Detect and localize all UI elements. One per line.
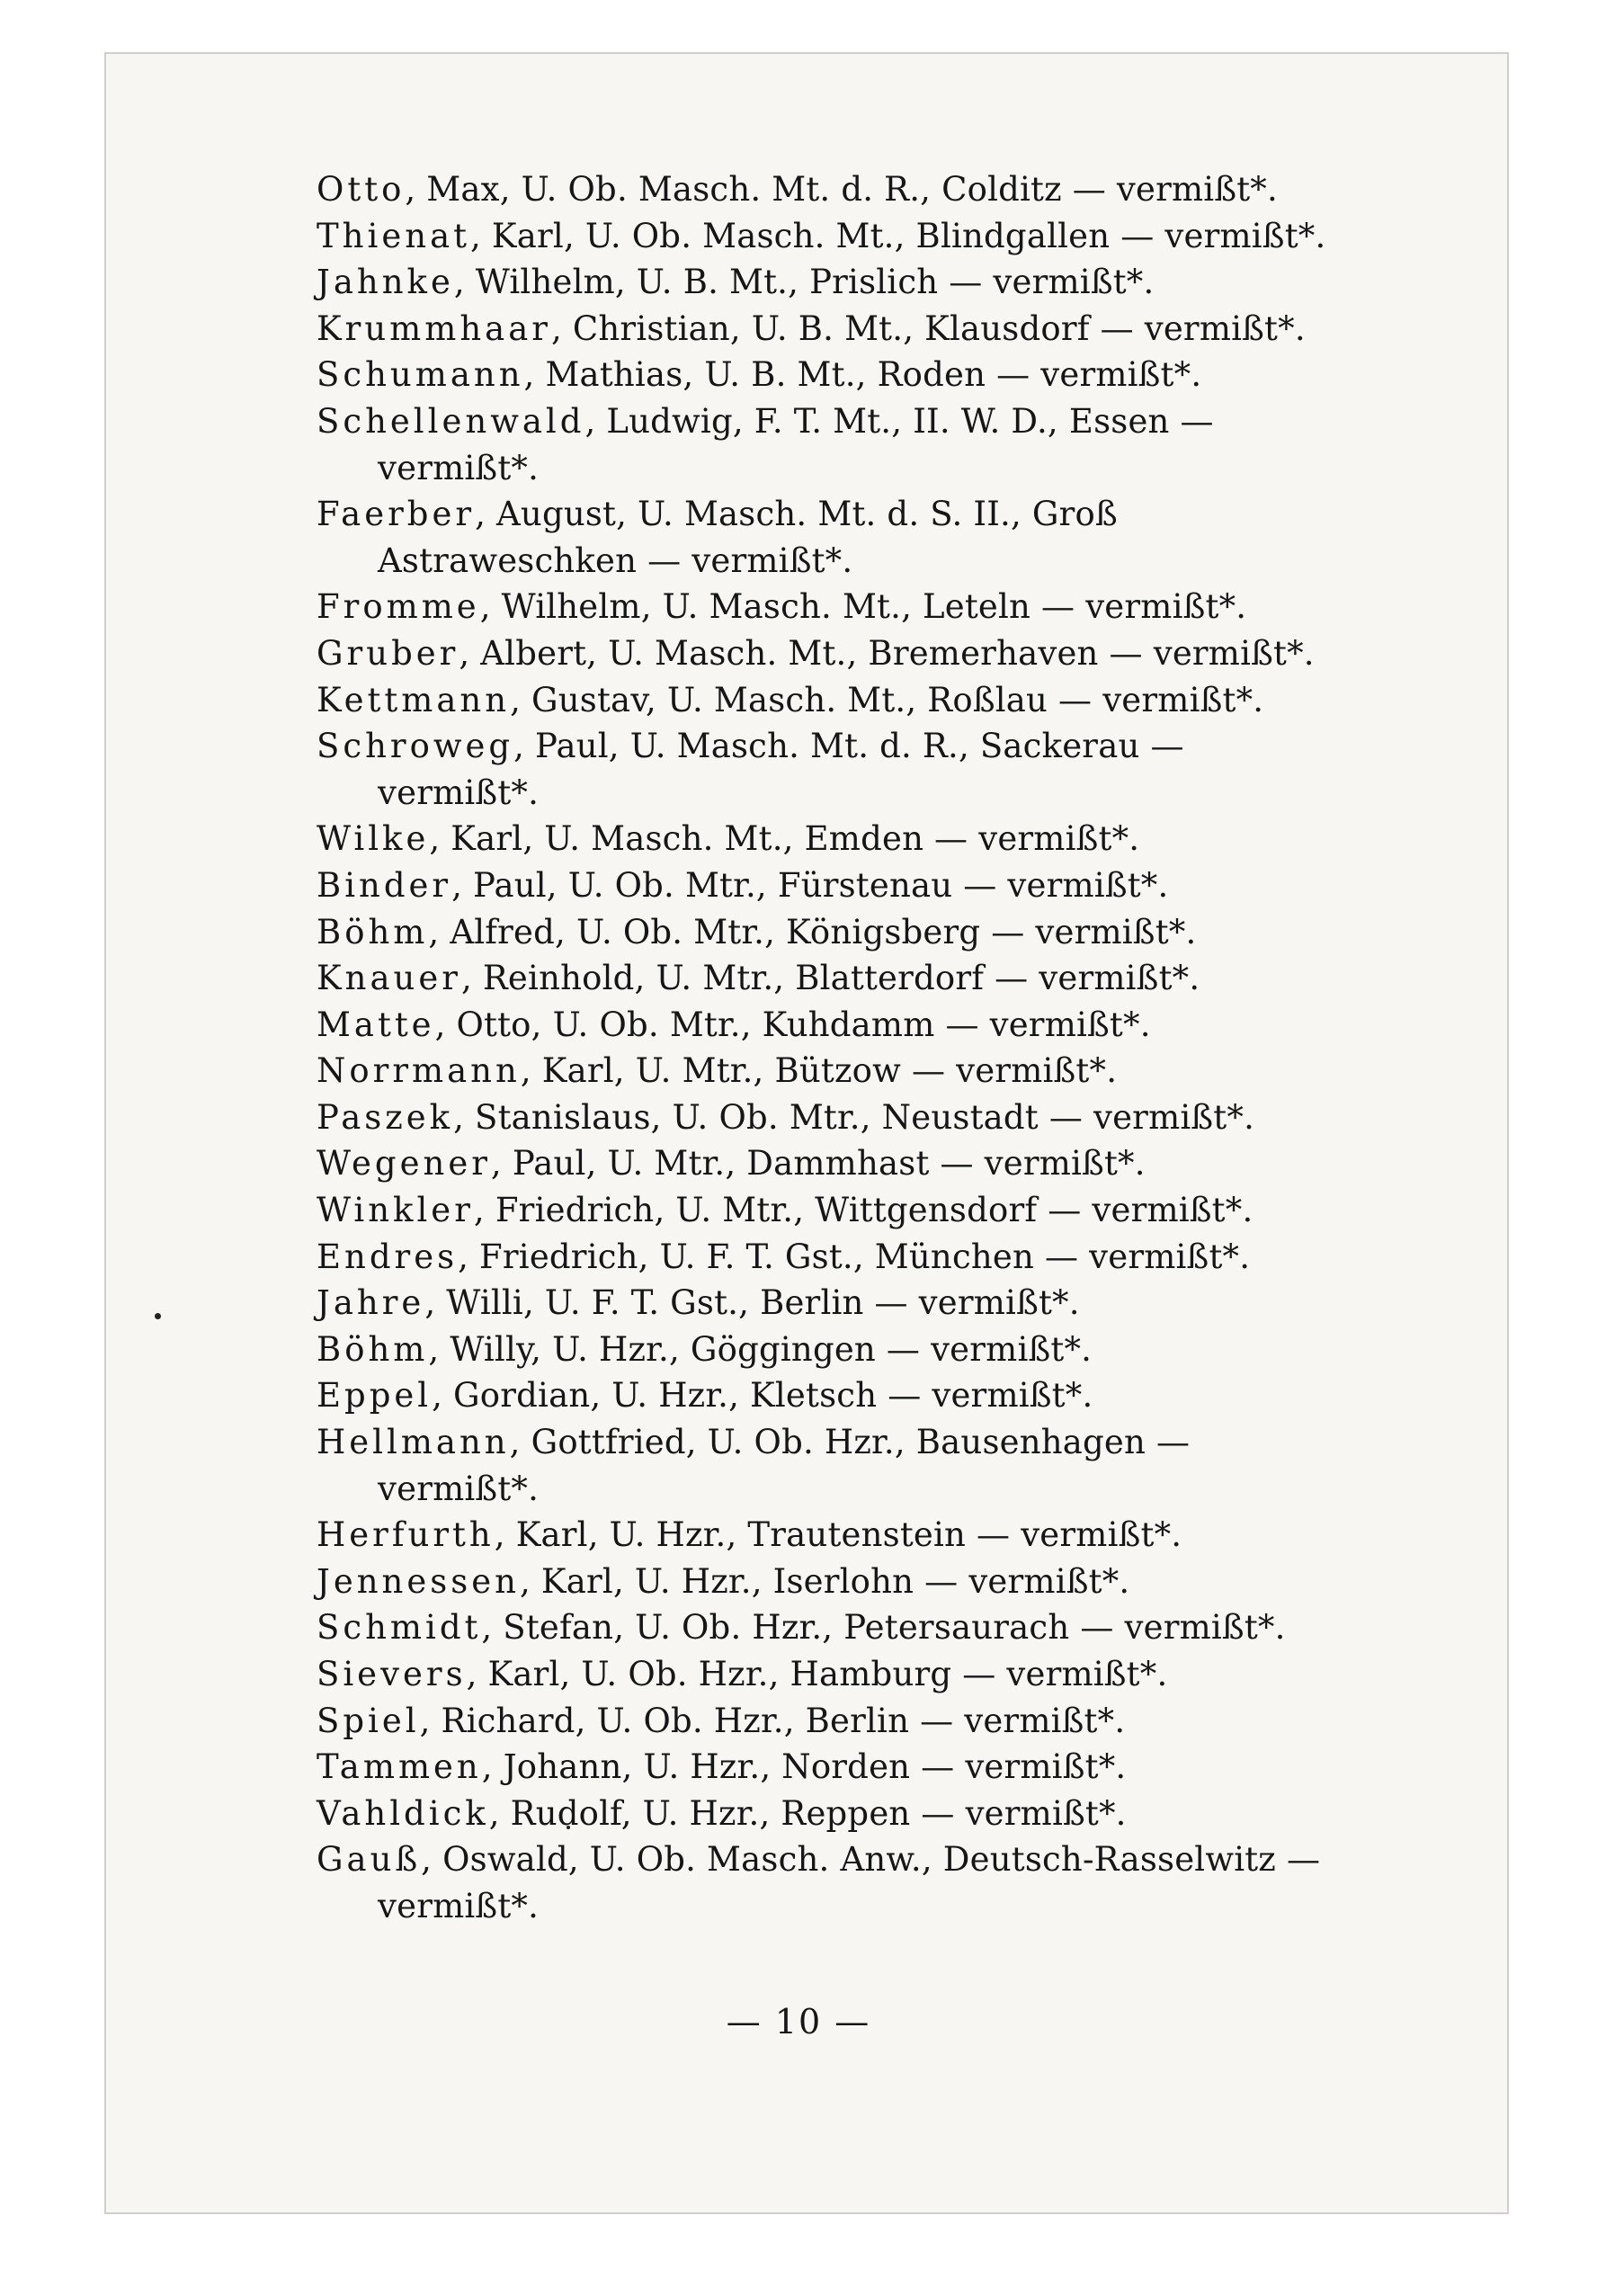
entry-details: , Albert, U. Masch. Mt., Bremerhaven — vermißt*. — [459, 633, 1315, 673]
list-entry — [317, 1002, 1333, 1049]
entry-surname: Schroweg — [317, 727, 514, 766]
list-entry — [317, 584, 1333, 630]
list-entry — [317, 630, 1333, 677]
entry-surname: Jennessen — [317, 1561, 520, 1601]
entry-surname: Schumann — [317, 355, 524, 395]
entry-surname: Böhm — [317, 1329, 429, 1369]
entry-surname: Gauß — [317, 1840, 422, 1880]
entry-details: , Oswald, U. Ob. Masch. Anw., Deutsch-Rasselwitz — vermißt*. — [378, 1840, 1321, 1925]
list-entry — [317, 1234, 1333, 1281]
list-entry — [317, 816, 1333, 862]
entry-details: , Karl, U. Ob. Masch. Mt., Blindgallen — vermißt*. — [470, 216, 1326, 255]
entry-surname: Böhm — [317, 912, 429, 951]
entry-surname: Knauer — [317, 959, 461, 998]
entry-details: , Paul, U. Masch. Mt. d. R., Sackerau — vermißt*. — [378, 727, 1184, 812]
list-entry — [317, 306, 1333, 353]
list-entry — [317, 1048, 1333, 1094]
entry-surname: Otto — [317, 170, 406, 209]
entry-details: , Karl, U. Ob. Hzr., Hamburg — vermißt*. — [466, 1655, 1168, 1693]
list-entry — [317, 491, 1333, 584]
page-number: — 10 — — [726, 2002, 871, 2041]
entry-details: , Willy, U. Hzr., Göggingen — vermißt*. — [428, 1329, 1093, 1369]
entry-details: , Alfred, U. Ob. Mtr., Königsberg — vermißt*. — [428, 912, 1197, 951]
entry-details: , Karl, U. Hzr., Iserlohn — vermißt*. — [520, 1561, 1130, 1601]
entry-details: , Gustav, U. Masch. Mt., Roßlau — vermißt*. — [510, 680, 1264, 719]
list-entry — [317, 677, 1333, 724]
entry-surname: Kettmann — [317, 680, 511, 719]
entry-surname: Eppel — [317, 1376, 433, 1416]
list-entry — [317, 166, 1333, 213]
casualty-list — [317, 166, 1333, 1930]
entry-surname: Spiel — [317, 1701, 420, 1740]
entry-details: , Friedrich, U. F. T. Gst., München — vermißt*. — [458, 1237, 1251, 1276]
entry-details: , Max, U. Ob. Masch. Mt. d. R., Colditz — vermißt*. — [405, 170, 1278, 209]
entry-surname: Faerber — [317, 495, 476, 534]
list-entry — [317, 1419, 1333, 1512]
entry-surname: Paszek — [317, 1097, 454, 1137]
entry-details: , Willi, U. F. T. Gst., Berlin — vermißt*. — [424, 1283, 1080, 1323]
entry-surname: Wilke — [317, 819, 430, 859]
entry-surname: Herfurth — [317, 1515, 495, 1555]
entry-details: , Rudolf, U. Hzr., Reppen — vermißt*. — [488, 1793, 1127, 1833]
entry-surname: Gruber — [317, 633, 459, 673]
list-entry — [317, 398, 1333, 491]
list-entry — [317, 909, 1333, 956]
entry-details: , Mathias, U. B. Mt., Roden — vermißt*. — [523, 355, 1202, 395]
list-entry — [317, 862, 1333, 909]
entry-surname: Hellmann — [317, 1423, 510, 1462]
list-entry — [317, 955, 1333, 1002]
list-entry — [317, 1604, 1333, 1651]
entry-surname: Jahre — [317, 1283, 425, 1323]
list-entry — [317, 1512, 1333, 1559]
entry-details: , Johann, U. Hzr., Norden — vermißt*. — [481, 1747, 1127, 1787]
entry-details: , Ludwig, F. T. Mt., II. W. D., Essen — vermißt*. — [378, 401, 1214, 487]
list-entry — [317, 259, 1333, 306]
entry-details: , Gottfried, U. Ob. Hzr., Bausenhagen — vermißt*. — [378, 1423, 1191, 1508]
entry-details: , Stanislaus, U. Ob. Mtr., Neustadt — vermißt*. — [453, 1097, 1255, 1137]
entry-surname: Schmidt — [317, 1608, 482, 1648]
list-entry — [317, 1187, 1333, 1234]
entry-surname: Endres — [317, 1237, 459, 1276]
entry-surname: Binder — [317, 865, 452, 905]
entry-surname: Jahnke — [317, 263, 454, 302]
entry-details: , Karl, U. Hzr., Trautenstein — vermißt*. — [494, 1515, 1182, 1555]
list-entry — [317, 1094, 1333, 1141]
entry-surname: Vahldick — [317, 1793, 489, 1833]
entry-details: , Paul, U. Mtr., Dammhast — vermißt*. — [490, 1144, 1146, 1184]
entry-surname: Wegener — [317, 1144, 491, 1184]
entry-details: , Gordian, U. Hzr., Kletsch — vermißt*. — [432, 1376, 1093, 1416]
entry-surname: Fromme — [317, 587, 480, 627]
list-entry — [317, 1559, 1333, 1605]
list-entry — [317, 1372, 1333, 1419]
list-entry — [317, 1140, 1333, 1187]
ink-speck — [155, 1313, 161, 1319]
list-entry — [317, 1280, 1333, 1327]
list-entry — [317, 1791, 1333, 1837]
list-entry — [317, 1698, 1333, 1745]
entry-surname: Krummhaar — [317, 308, 551, 348]
list-entry — [317, 1651, 1333, 1698]
list-entry — [317, 1327, 1333, 1373]
entry-details: , Wilhelm, U. B. Mt., Prislich — vermißt*. — [453, 263, 1155, 302]
entry-surname: Norrmann — [317, 1051, 521, 1091]
entry-details: , Christian, U. B. Mt., Klausdorf — vermißt*. — [550, 308, 1306, 348]
entry-surname: Thienat — [317, 216, 470, 255]
list-entry — [317, 723, 1333, 816]
entry-surname: Winkler — [317, 1191, 474, 1230]
list-entry — [317, 352, 1333, 398]
list-entry — [317, 1836, 1333, 1929]
entry-details: , Wilhelm, U. Masch. Mt., Leteln — vermißt*. — [479, 587, 1247, 627]
entry-details: , Friedrich, U. Mtr., Wittgensdorf — vermißt*. — [473, 1191, 1254, 1230]
entry-details: , Reinhold, U. Mtr., Blatterdorf — vermißt*. — [460, 959, 1200, 998]
entry-details: , Otto, U. Ob. Mtr., Kuhdamm — vermißt*. — [434, 1005, 1151, 1044]
entry-surname: Sievers — [317, 1655, 467, 1693]
entry-details: , Karl, U. Masch. Mt., Emden — vermißt*. — [429, 819, 1140, 859]
entry-details: , Stefan, U. Ob. Hzr., Petersaurach — vermißt*. — [481, 1608, 1286, 1648]
list-entry — [317, 213, 1333, 260]
entry-details: , Richard, U. Ob. Hzr., Berlin — vermißt*. — [419, 1701, 1126, 1740]
entry-surname: Schellenwald — [317, 401, 585, 441]
entry-details: , Karl, U. Mtr., Bützow — vermißt*. — [520, 1051, 1118, 1091]
entry-surname: Matte — [317, 1005, 435, 1044]
entry-surname: Tammen — [317, 1747, 482, 1787]
entry-details: , Paul, U. Ob. Mtr., Fürstenau — vermißt*. — [451, 865, 1169, 905]
list-entry — [317, 1744, 1333, 1791]
entry-details: , August, U. Masch. Mt. d. S. II., Groß Astraweschken — vermißt*. — [378, 495, 1118, 580]
